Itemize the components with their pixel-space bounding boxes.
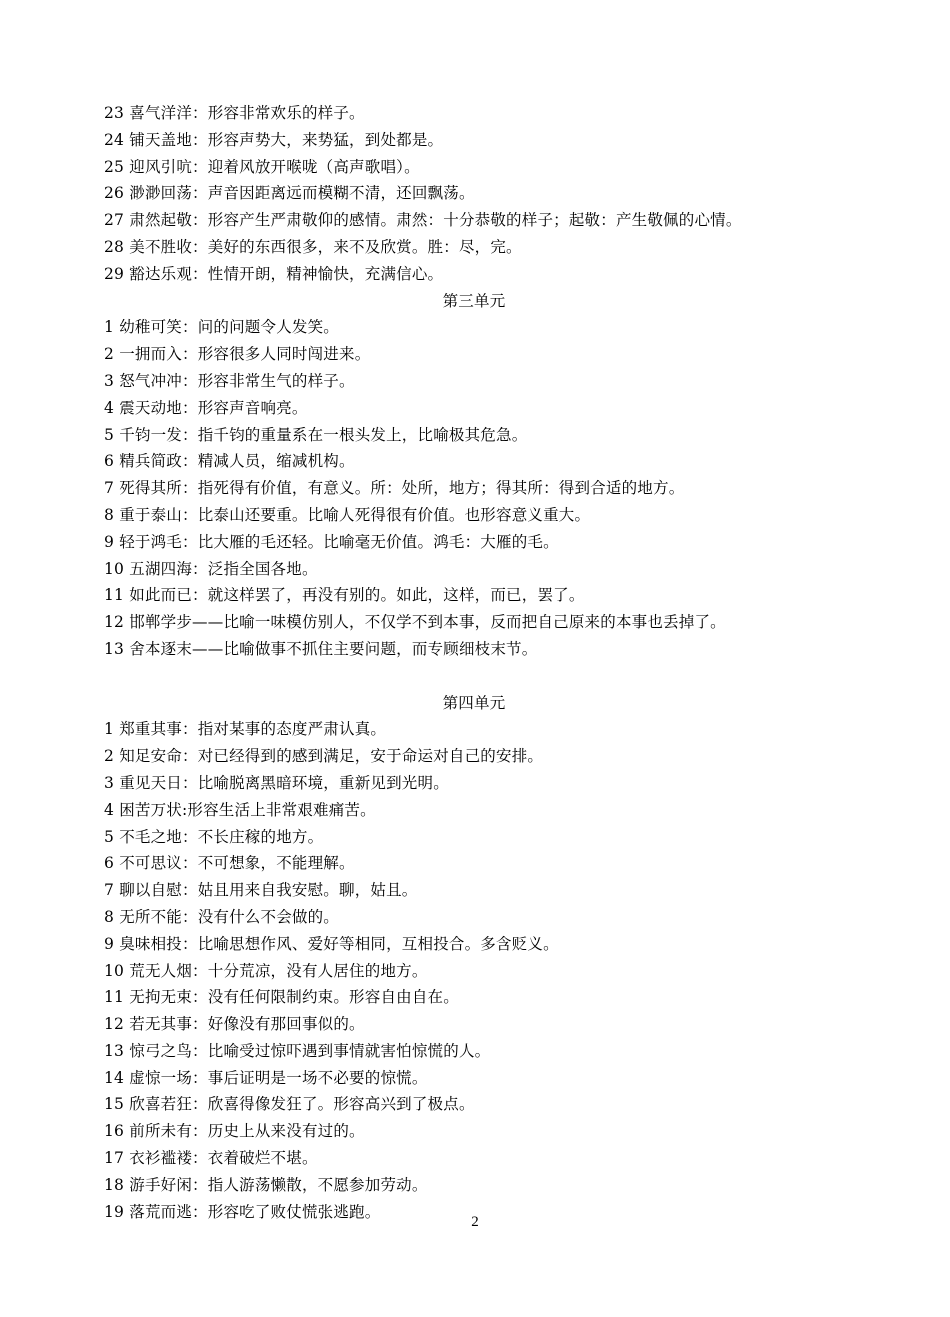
idiom-line: 2 一拥而入：形容很多人同时闯进来。 [104,345,371,364]
idiom-line: 6 不可思议：不可想象，不能理解。 [104,854,355,873]
unit-four-heading: 第四单元 [442,693,506,712]
idiom-line: 10 五湖四海：泛指全国各地。 [104,559,318,578]
idiom-line: 10 荒无人烟：十分荒凉，没有人居住的地方。 [104,961,428,980]
idiom-line: 14 虚惊一场：事后证明是一场不必要的惊慌。 [104,1068,428,1087]
idiom-line: 13 舍本逐末——比喻做事不抓住主要问题，而专顾细枝末节。 [104,639,538,658]
idiom-line: 6 精兵简政：精减人员，缩减机构。 [104,452,355,471]
idiom-line: 24 铺天盖地：形容声势大，来势猛，到处都是。 [104,130,444,149]
idiom-line: 18 游手好闲：指人游荡懒散，不愿参加劳动。 [104,1175,428,1194]
idiom-line: 25 迎风引吭：迎着风放开喉咙（高声歌唱）。 [104,157,420,176]
idiom-line: 4 震天动地：形容声音响亮。 [104,398,308,417]
idiom-line: 4 困苦万状:形容生活上非常艰难痛苦。 [104,800,376,819]
idiom-line: 3 怒气冲冲：形容非常生气的样子。 [104,371,355,390]
idiom-line: 7 聊以自慰：姑且用来自我安慰。聊，姑且。 [104,881,418,900]
idiom-line: 17 衣衫褴褛：衣着破烂不堪。 [104,1149,318,1168]
section-gap [104,663,864,690]
idiom-line: 13 惊弓之鸟：比喻受过惊吓遇到事情就害怕惊慌的人。 [104,1041,491,1060]
idiom-line: 27 肃然起敬：形容产生严肃敬仰的感情。肃然：十分恭敬的样子；起敬：产生敬佩的心情。 [104,211,742,230]
idiom-line: 16 前所未有：历史上从来没有过的。 [104,1122,365,1141]
idiom-line: 8 无所不能：没有什么不会做的。 [104,907,339,926]
idiom-line: 9 臭味相投：比喻思想作风、爱好等相同，互相投合。多含贬义。 [104,934,559,953]
idiom-line: 5 不毛之地：不长庄稼的地方。 [104,827,324,846]
idiom-line: 12 若无其事：好像没有那回事似的。 [104,1015,365,1034]
idiom-line: 3 重见天日：比喻脱离黑暗环境，重新见到光明。 [104,773,449,792]
unit-three-heading: 第三单元 [442,291,506,310]
idiom-line: 15 欣喜若狂：欣喜得像发狂了。形容高兴到了极点。 [104,1095,475,1114]
idiom-line: 28 美不胜收：美好的东西很多，来不及欣赏。胜：尽，完。 [104,237,522,256]
idiom-line: 9 轻于鸿毛：比大雁的毛还轻。比喻毫无价值。鸿毛：大雁的毛。 [104,532,559,551]
idiom-line: 8 重于泰山：比泰山还要重。比喻人死得很有价值。也形容意义重大。 [104,505,591,524]
idiom-line: 23 喜气洋洋：形容非常欢乐的样子。 [104,104,365,122]
idiom-line: 7 死得其所：指死得有价值，有意义。所：处所，地方；得其所：得到合适的地方。 [104,479,685,498]
page-number: 2 [471,1214,479,1230]
idiom-line: 29 豁达乐观：性情开朗，精神愉快，充满信心。 [104,264,444,283]
document-body [104,100,864,1225]
idiom-line: 19 落荒而逃：形容吃了败仗慌张逃跑。 [104,1202,381,1221]
idiom-line: 12 邯郸学步——比喻一味模仿别人，不仅学不到本事，反而把自己原来的本事也丢掉了。 [104,613,726,632]
idiom-line: 1 郑重其事：指对某事的态度严肃认真。 [104,720,387,739]
idiom-line: 11 无拘无束：没有任何限制约束。形容自由自在。 [104,988,459,1007]
idiom-line: 11 如此而已：就这样罢了，再没有别的。如此，这样，而已，罢了。 [104,586,585,605]
idiom-line: 5 千钧一发：指千钧的重量系在一根头发上，比喻极其危急。 [104,425,528,444]
idiom-line: 2 知足安命：对已经得到的感到满足，安于命运对自己的安排。 [104,747,544,766]
idiom-line: 26 渺渺回荡：声音因距离远而模糊不清，还回飘荡。 [104,184,475,203]
idiom-line: 1 幼稚可笑：问的问题令人发笑。 [104,318,339,337]
